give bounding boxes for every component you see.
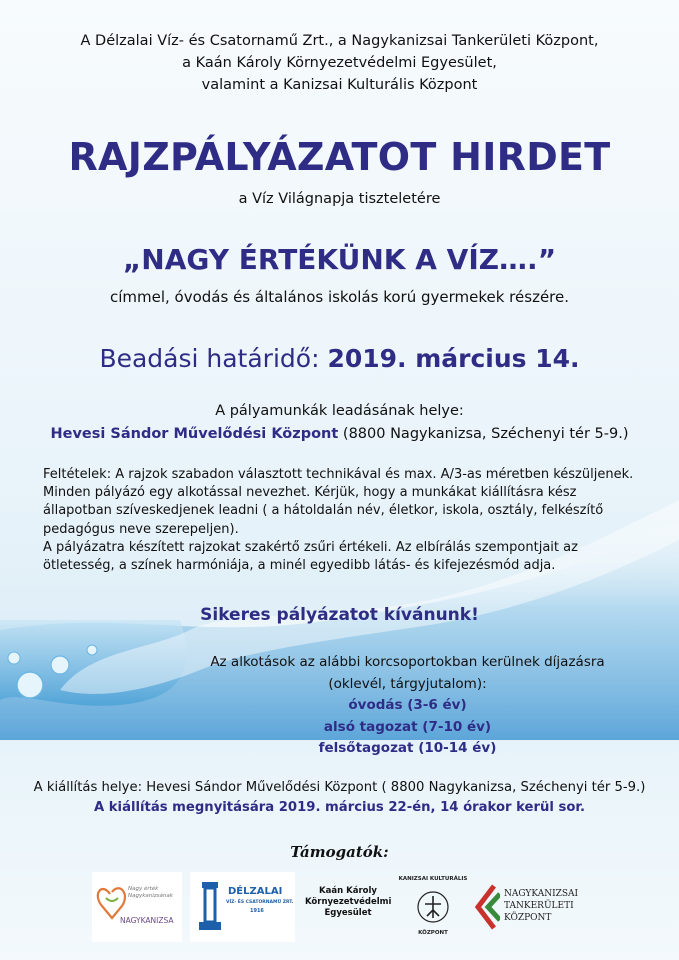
- category-item: felsőtagozat (10-14 év): [318, 740, 497, 756]
- exhibition-place: A kiállítás helye: Hevesi Sándor Művelődési Központ ( 8800 Nagykanizsa, Széchenyi tér 5-9.): [33, 780, 646, 795]
- delzalai-logo: [190, 872, 295, 942]
- city-logo-line1: Nagy érték: [128, 886, 159, 892]
- water-logo-year: 1916: [250, 908, 264, 914]
- occasion-text: a Víz Világnapja tiszteletére: [238, 191, 441, 207]
- water-logo-sub: VÍZ- ÉS CSATORNAMŰ ZRT.: [226, 900, 294, 905]
- categories-intro: Az alkotások az alábbi korcsoportokban kerülnek díjazásra: [210, 654, 605, 670]
- motto-title: „NAGY ÉRTÉKÜNK A VÍZ….”: [122, 243, 557, 276]
- wish-text: Sikeres pályázatot kívánunk!: [200, 605, 479, 625]
- submission-venue: Hevesi Sándor Művelődési Központ: [50, 426, 339, 442]
- tankeruleti-logo-line: TANKERÜLETI: [504, 901, 574, 911]
- deadline-date: 2019. március 14.: [327, 344, 580, 373]
- chevron-emblem-icon: [474, 884, 500, 930]
- city-logo-line2: Nagykanizsának: [128, 893, 173, 899]
- tankeruleti-logo-line: NAGYKANIZSAI: [504, 889, 579, 899]
- categories-intro: (oklevél, tárgyjutalom):: [328, 675, 487, 692]
- audience-text: címmel, óvodás és általános iskolás korú gyermekek részére.: [109, 288, 570, 306]
- submission-label: A pályamunkák leadásának helye:: [215, 403, 464, 419]
- nagykanizsa-logo: [92, 872, 182, 942]
- water-logo-name: DÉLZALAI: [228, 886, 283, 897]
- organizers-line: A Délzalai Víz- és Csatornamű Zrt., a Nagykanizsai Tankerületi Központ,: [80, 33, 599, 49]
- city-logo-name: NAGYKANIZSA: [120, 916, 174, 925]
- deadline-line: [0, 344, 679, 373]
- organizers-line: valamint a Kanizsai Kulturális Központ: [201, 77, 478, 93]
- conditions-paragraph: Feltételek: A rajzok szabadon választott technikával és max. A/3-as méretben készüljenek. Minden pályázó egy alkotással nevezhet. Kérjük, hogy a munkákat kiállításra kész állapotban szíveskedjenek leadni ( a hátoldalán név, életkor, iskola, osztály, felkészítő pedagógus neve szerepeljen).: [43, 467, 634, 537]
- kaan-logo-line: Környezetvédelmi: [305, 897, 392, 907]
- submission-address: (8800 Nagykanizsa, Széchenyi tér 5-9.): [342, 426, 629, 442]
- heart-icon: [92, 872, 182, 942]
- categories-block: [210, 652, 605, 760]
- category-item: óvodás (3-6 év): [348, 697, 467, 713]
- organizers-line: a Kaán Károly Környezetvédelmi Egyesület,: [182, 55, 497, 71]
- kaan-karoly-logo: [305, 872, 391, 942]
- organizers-block: [0, 30, 679, 96]
- deadline-label: Beadási határidő:: [99, 344, 320, 373]
- tankeruleti-logo-line: KÖZPONT: [504, 913, 552, 923]
- kaan-logo-line: Egyesület: [324, 908, 372, 918]
- kaan-logo-line: Kaán Károly: [319, 886, 377, 896]
- main-title: RAJZPÁLYÁZATOT HIRDET: [68, 135, 611, 179]
- conditions-block: [43, 466, 643, 575]
- kanizsai-kulturalis-logo: [398, 872, 468, 942]
- exhibition-opening: A kiállítás megnyitására 2019. március 22-én, 14 órakor kerül sor.: [93, 800, 586, 815]
- category-item: alsó tagozat (7-10 év): [323, 718, 492, 735]
- supporters-label: Támogatók:: [290, 843, 389, 861]
- tankeruleti-logo: [472, 872, 602, 942]
- kulturalis-logo-bottom: KÖZPONT: [418, 930, 448, 936]
- water-tower-icon: [196, 880, 224, 936]
- kulturalis-logo-top: KANIZSAI KULTURÁLIS: [398, 876, 468, 882]
- submission-place: [0, 426, 679, 442]
- conditions-paragraph: A pályázatra készített rajzokat szakértő zsűri értékeli. Az elbírálás szempontjait az ötletesség, a színek harmóniája, a minél egyedibb látás- és kifejezésmód adja.: [43, 539, 578, 574]
